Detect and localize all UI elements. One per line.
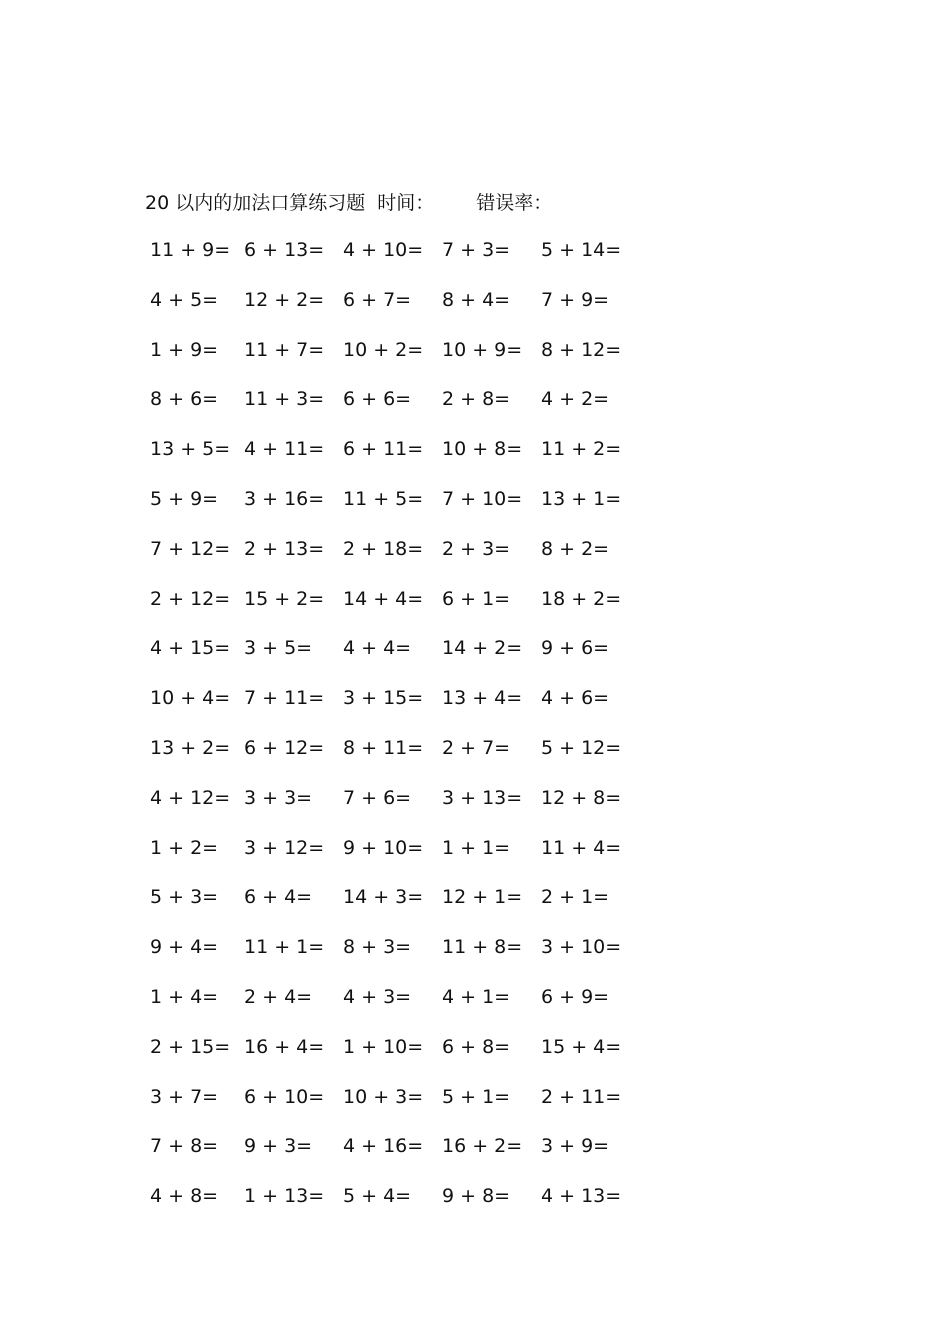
addition-problem: 10 + 4=: [150, 687, 231, 710]
addition-problem: 4 + 13=: [541, 1185, 622, 1208]
addition-problem: 3 + 13=: [442, 786, 523, 809]
addition-problem: 7 + 10=: [442, 487, 523, 510]
addition-problem: 6 + 13=: [244, 239, 325, 261]
addition-problem: 11 + 1=: [244, 936, 325, 959]
addition-problem: 4 + 5=: [150, 288, 219, 311]
addition-problem: 11 + 5=: [343, 487, 424, 510]
addition-problem: 12 + 2=: [244, 288, 325, 311]
addition-problem: 3 + 16=: [244, 487, 325, 510]
addition-problem: 1 + 4=: [150, 985, 219, 1008]
addition-problem: 1 + 10=: [343, 1035, 424, 1058]
addition-problem: 1 + 2=: [150, 836, 219, 859]
addition-problem: 2 + 13=: [244, 537, 325, 560]
addition-problem: 3 + 15=: [343, 687, 424, 710]
addition-problem: 10 + 9=: [442, 338, 523, 361]
addition-problem: 11 + 7=: [244, 338, 325, 361]
addition-problem: 6 + 11=: [343, 438, 424, 461]
addition-problem: 11 + 2=: [541, 438, 622, 461]
addition-problem: 2 + 1=: [541, 886, 610, 909]
addition-problem: 4 + 1=: [442, 985, 511, 1008]
addition-problem: 4 + 16=: [343, 1135, 424, 1158]
addition-problem: 4 + 11=: [244, 438, 325, 461]
addition-problem: 6 + 6=: [343, 388, 412, 411]
addition-problem: 9 + 4=: [150, 936, 219, 959]
addition-problem: 2 + 15=: [150, 1035, 231, 1058]
addition-problem: 8 + 2=: [541, 537, 610, 560]
addition-problem: 14 + 4=: [343, 587, 424, 610]
worksheet-title: 20 以内的加法口算练习题: [145, 191, 366, 214]
addition-problem: 3 + 5=: [244, 637, 313, 660]
addition-problem: 14 + 3=: [343, 886, 424, 909]
addition-problem: 16 + 4=: [244, 1035, 325, 1058]
addition-problem: 18 + 2=: [541, 587, 622, 610]
addition-problem: 10 + 3=: [343, 1085, 424, 1108]
addition-problem: 4 + 8=: [150, 1185, 219, 1208]
addition-problem: 3 + 12=: [244, 836, 325, 859]
addition-problem: 4 + 2=: [541, 388, 610, 411]
addition-problem: 8 + 12=: [541, 338, 622, 361]
addition-problem: 13 + 5=: [150, 438, 231, 461]
addition-problem: 3 + 3=: [244, 786, 313, 809]
addition-problem: 9 + 6=: [541, 637, 610, 660]
addition-problem: 2 + 18=: [343, 537, 424, 560]
addition-problem: 5 + 3=: [150, 886, 219, 909]
addition-problem: 4 + 15=: [150, 637, 231, 660]
worksheet-header: [145, 186, 552, 216]
addition-problem: 11 + 8=: [442, 936, 523, 959]
addition-problem: 7 + 8=: [150, 1135, 219, 1158]
addition-problem: 2 + 11=: [541, 1085, 622, 1108]
addition-problem: 11 + 4=: [541, 836, 622, 859]
addition-problem: 8 + 3=: [343, 936, 412, 959]
addition-problem: 4 + 6=: [541, 687, 610, 710]
addition-problem: 7 + 6=: [343, 786, 412, 809]
addition-problem: 6 + 7=: [343, 288, 412, 311]
addition-problem: 3 + 7=: [150, 1085, 219, 1108]
addition-problem: 5 + 12=: [541, 736, 622, 759]
addition-problem: 6 + 12=: [244, 736, 325, 759]
addition-problem: 6 + 1=: [442, 587, 511, 610]
addition-problem: 9 + 8=: [442, 1185, 511, 1208]
addition-problem: 2 + 8=: [442, 388, 511, 411]
addition-problem: 3 + 9=: [541, 1135, 610, 1158]
addition-problem: 11 + 9=: [150, 239, 231, 261]
addition-problem: 6 + 4=: [244, 886, 313, 909]
time-label: 时间：: [377, 191, 435, 214]
addition-problem: 4 + 4=: [343, 637, 412, 660]
addition-problem: 2 + 7=: [442, 736, 511, 759]
addition-problem: 4 + 3=: [343, 985, 412, 1008]
addition-problem: 10 + 2=: [343, 338, 424, 361]
addition-problem: 3 + 10=: [541, 936, 622, 959]
addition-problem: 5 + 9=: [150, 487, 219, 510]
addition-problem: 7 + 12=: [150, 537, 231, 560]
addition-problem: 16 + 2=: [442, 1135, 523, 1158]
addition-problem: 6 + 9=: [541, 985, 610, 1008]
addition-problem: 8 + 4=: [442, 288, 511, 311]
addition-problem: 8 + 11=: [343, 736, 424, 759]
addition-problem: 7 + 3=: [442, 239, 511, 261]
addition-problem: 1 + 1=: [442, 836, 511, 859]
addition-problem: 4 + 12=: [150, 786, 231, 809]
addition-problem: 15 + 4=: [541, 1035, 622, 1058]
addition-problem: 6 + 10=: [244, 1085, 325, 1108]
addition-problem: 5 + 1=: [442, 1085, 511, 1108]
addition-problem: 1 + 13=: [244, 1185, 325, 1208]
addition-problem: 5 + 14=: [541, 239, 622, 261]
addition-problem: 13 + 4=: [442, 687, 523, 710]
error-rate-label: 错误率：: [476, 191, 553, 214]
addition-problem: 11 + 3=: [244, 388, 325, 411]
addition-problem: 2 + 3=: [442, 537, 511, 560]
addition-problem: 4 + 10=: [343, 239, 424, 261]
addition-problem: 1 + 9=: [150, 338, 219, 361]
addition-problem: 14 + 2=: [442, 637, 523, 660]
addition-problem: 10 + 8=: [442, 438, 523, 461]
addition-problem: 2 + 4=: [244, 985, 313, 1008]
addition-problem: 5 + 4=: [343, 1185, 412, 1208]
addition-problem: 13 + 2=: [150, 736, 231, 759]
addition-problem: 9 + 3=: [244, 1135, 313, 1158]
addition-problem: 15 + 2=: [244, 587, 325, 610]
addition-problem: 7 + 11=: [244, 687, 325, 710]
addition-problem: 9 + 10=: [343, 836, 424, 859]
addition-problem: 12 + 1=: [442, 886, 523, 909]
addition-problem: 13 + 1=: [541, 487, 622, 510]
addition-problem: 2 + 12=: [150, 587, 231, 610]
addition-problem: 8 + 6=: [150, 388, 219, 411]
addition-problem: 6 + 8=: [442, 1035, 511, 1058]
addition-problem: 12 + 8=: [541, 786, 622, 809]
addition-problem: 7 + 9=: [541, 288, 610, 311]
